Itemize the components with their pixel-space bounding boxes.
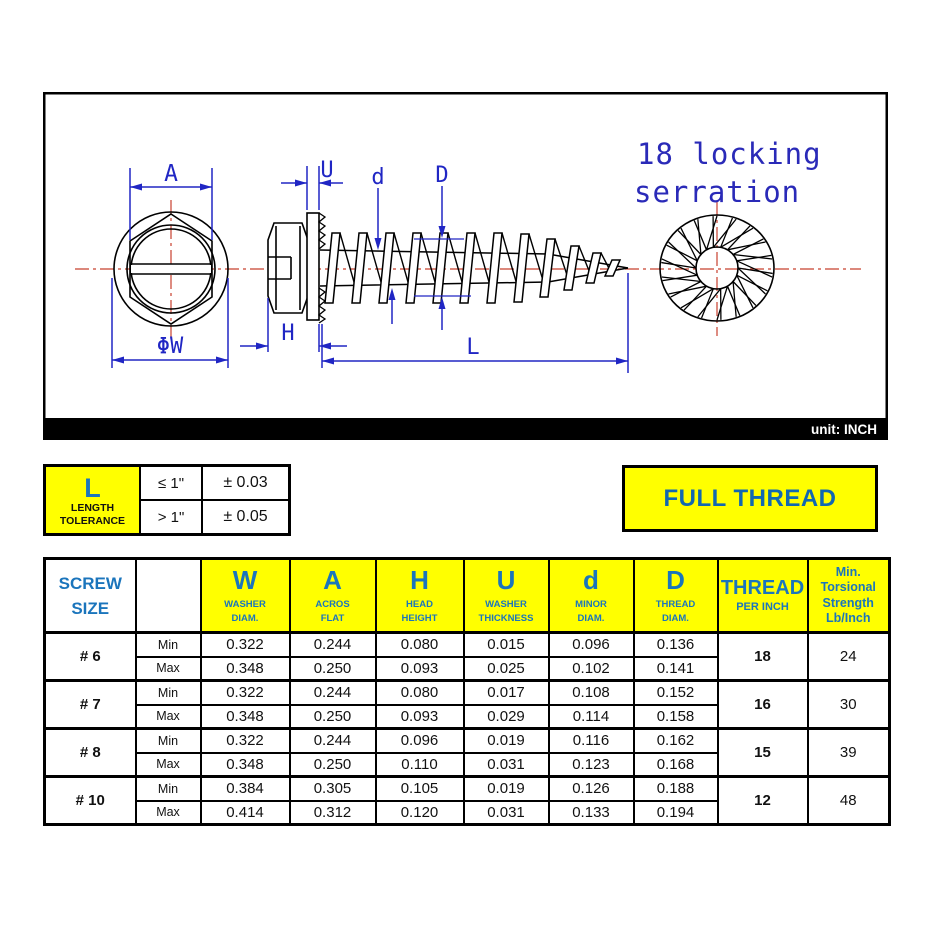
header-head-height: H HEAD HEIGHT xyxy=(376,559,464,633)
dim-label-L: L xyxy=(466,335,480,360)
min-label-cell: Min xyxy=(136,729,201,753)
spec-value-cell: 0.114 xyxy=(549,705,634,729)
spec-table-body xyxy=(45,633,890,825)
min-label-cell: Min xyxy=(136,633,201,657)
serration-note-line2: serration xyxy=(634,175,801,209)
spec-value-cell: 0.141 xyxy=(634,657,718,681)
header-thread-diam: D THREAD DIAM. xyxy=(634,559,718,633)
max-label-cell: Max xyxy=(136,801,201,825)
spec-value-cell: 0.322 xyxy=(201,729,290,753)
spec-value-cell: 0.133 xyxy=(549,801,634,825)
tolerance-caption-line1: LENGTH xyxy=(70,501,115,514)
header-minor-diam: d MINOR DIAM. xyxy=(549,559,634,633)
torsional-strength-cell: 30 xyxy=(808,681,890,729)
header-thread-per-inch: THREAD PER INCH xyxy=(718,559,808,633)
serration-note-line1: 18 locking xyxy=(637,137,822,171)
full-thread-banner xyxy=(622,465,878,532)
spec-value-cell: 0.312 xyxy=(290,801,376,825)
technical-drawing xyxy=(43,92,888,440)
header-washer-diam: W WASHER DIAM. xyxy=(201,559,290,633)
screw-size-cell: # 8 xyxy=(45,729,136,777)
dim-label-U: U xyxy=(320,158,334,183)
spec-value-cell: 0.250 xyxy=(290,753,376,777)
spec-value-cell: 0.102 xyxy=(549,657,634,681)
spec-value-cell: 0.105 xyxy=(376,777,464,801)
min-label-cell: Min xyxy=(136,777,201,801)
spec-value-cell: 0.080 xyxy=(376,633,464,657)
spec-value-cell: 0.093 xyxy=(376,657,464,681)
min-label-cell: Min xyxy=(136,681,201,705)
spec-value-cell: 0.194 xyxy=(634,801,718,825)
side-view-head xyxy=(268,213,325,323)
dim-label-phiW: ΦW xyxy=(156,334,184,359)
spec-value-cell: 0.384 xyxy=(201,777,290,801)
thread-per-inch-cell: 15 xyxy=(718,729,808,777)
spec-value-cell: 0.017 xyxy=(464,681,549,705)
tolerance-value: ± 0.05 xyxy=(202,500,290,535)
spec-value-cell: 0.019 xyxy=(464,729,549,753)
screw-size-cell: # 7 xyxy=(45,681,136,729)
torsional-strength-cell: 24 xyxy=(808,633,890,681)
tolerance-value: ± 0.03 xyxy=(202,466,290,501)
spec-value-cell: 0.031 xyxy=(464,801,549,825)
spec-value-cell: 0.123 xyxy=(549,753,634,777)
spec-value-cell: 0.096 xyxy=(549,633,634,657)
thread-per-inch-cell: 18 xyxy=(718,633,808,681)
spec-value-cell: 0.108 xyxy=(549,681,634,705)
spec-row-min xyxy=(45,633,890,657)
max-label-cell: Max xyxy=(136,753,201,777)
spec-value-cell: 0.250 xyxy=(290,705,376,729)
spec-value-cell: 0.029 xyxy=(464,705,549,729)
tolerance-condition: ≤ 1" xyxy=(140,466,202,501)
dim-label-H: H xyxy=(281,321,295,346)
spec-value-cell: 0.322 xyxy=(201,633,290,657)
spec-value-cell: 0.080 xyxy=(376,681,464,705)
header-screw-size: SCREW SIZE xyxy=(45,559,136,633)
header-torsional-strength: Min. Torsional Strength Lb/Inch xyxy=(808,559,890,633)
max-label-cell: Max xyxy=(136,657,201,681)
spec-value-cell: 0.168 xyxy=(634,753,718,777)
spec-value-cell: 0.244 xyxy=(290,633,376,657)
tolerance-symbol: L xyxy=(84,472,101,503)
tolerance-caption-line2: TOLERANCE xyxy=(59,514,126,527)
spec-value-cell: 0.305 xyxy=(290,777,376,801)
screw-size-cell: # 6 xyxy=(45,633,136,681)
header-empty xyxy=(136,559,201,633)
spec-value-cell: 0.116 xyxy=(549,729,634,753)
tolerance-condition: > 1" xyxy=(140,500,202,535)
spec-row-min xyxy=(45,681,890,705)
spec-value-cell: 0.025 xyxy=(464,657,549,681)
spec-value-cell: 0.348 xyxy=(201,705,290,729)
spec-value-cell: 0.348 xyxy=(201,753,290,777)
spec-value-cell: 0.110 xyxy=(376,753,464,777)
spec-row-min xyxy=(45,729,890,753)
spec-value-cell: 0.031 xyxy=(464,753,549,777)
spec-value-cell: 0.188 xyxy=(634,777,718,801)
spec-value-cell: 0.015 xyxy=(464,633,549,657)
thread-per-inch-cell: 16 xyxy=(718,681,808,729)
dim-label-d: d xyxy=(371,165,385,190)
spec-value-cell: 0.322 xyxy=(201,681,290,705)
front-view xyxy=(114,212,228,326)
full-thread-label: FULL THREAD xyxy=(663,484,837,512)
tolerance-symbol-cell xyxy=(45,466,141,535)
dim-label-D: D xyxy=(435,163,449,188)
spec-value-cell: 0.162 xyxy=(634,729,718,753)
spec-table-header-row xyxy=(45,559,890,633)
spec-value-cell: 0.096 xyxy=(376,729,464,753)
max-label-cell: Max xyxy=(136,705,201,729)
spec-table xyxy=(43,557,891,826)
spec-value-cell: 0.126 xyxy=(549,777,634,801)
torsional-strength-cell: 39 xyxy=(808,729,890,777)
header-across-flat: A ACROS FLAT xyxy=(290,559,376,633)
unit-label: unit: INCH xyxy=(811,422,877,437)
dim-label-A: A xyxy=(164,161,178,187)
spec-value-cell: 0.120 xyxy=(376,801,464,825)
length-tolerance-table xyxy=(43,464,291,536)
spec-value-cell: 0.414 xyxy=(201,801,290,825)
spec-value-cell: 0.136 xyxy=(634,633,718,657)
units-bar xyxy=(43,418,888,440)
header-washer-thickness: U WASHER THICKNESS xyxy=(464,559,549,633)
spec-value-cell: 0.093 xyxy=(376,705,464,729)
spec-row-min xyxy=(45,777,890,801)
thread-per-inch-cell: 12 xyxy=(718,777,808,825)
torsional-strength-cell: 48 xyxy=(808,777,890,825)
spec-value-cell: 0.152 xyxy=(634,681,718,705)
spec-value-cell: 0.250 xyxy=(290,657,376,681)
spec-value-cell: 0.244 xyxy=(290,729,376,753)
screw-size-cell: # 10 xyxy=(45,777,136,825)
spec-value-cell: 0.158 xyxy=(634,705,718,729)
spec-value-cell: 0.244 xyxy=(290,681,376,705)
spec-value-cell: 0.019 xyxy=(464,777,549,801)
spec-value-cell: 0.348 xyxy=(201,657,290,681)
